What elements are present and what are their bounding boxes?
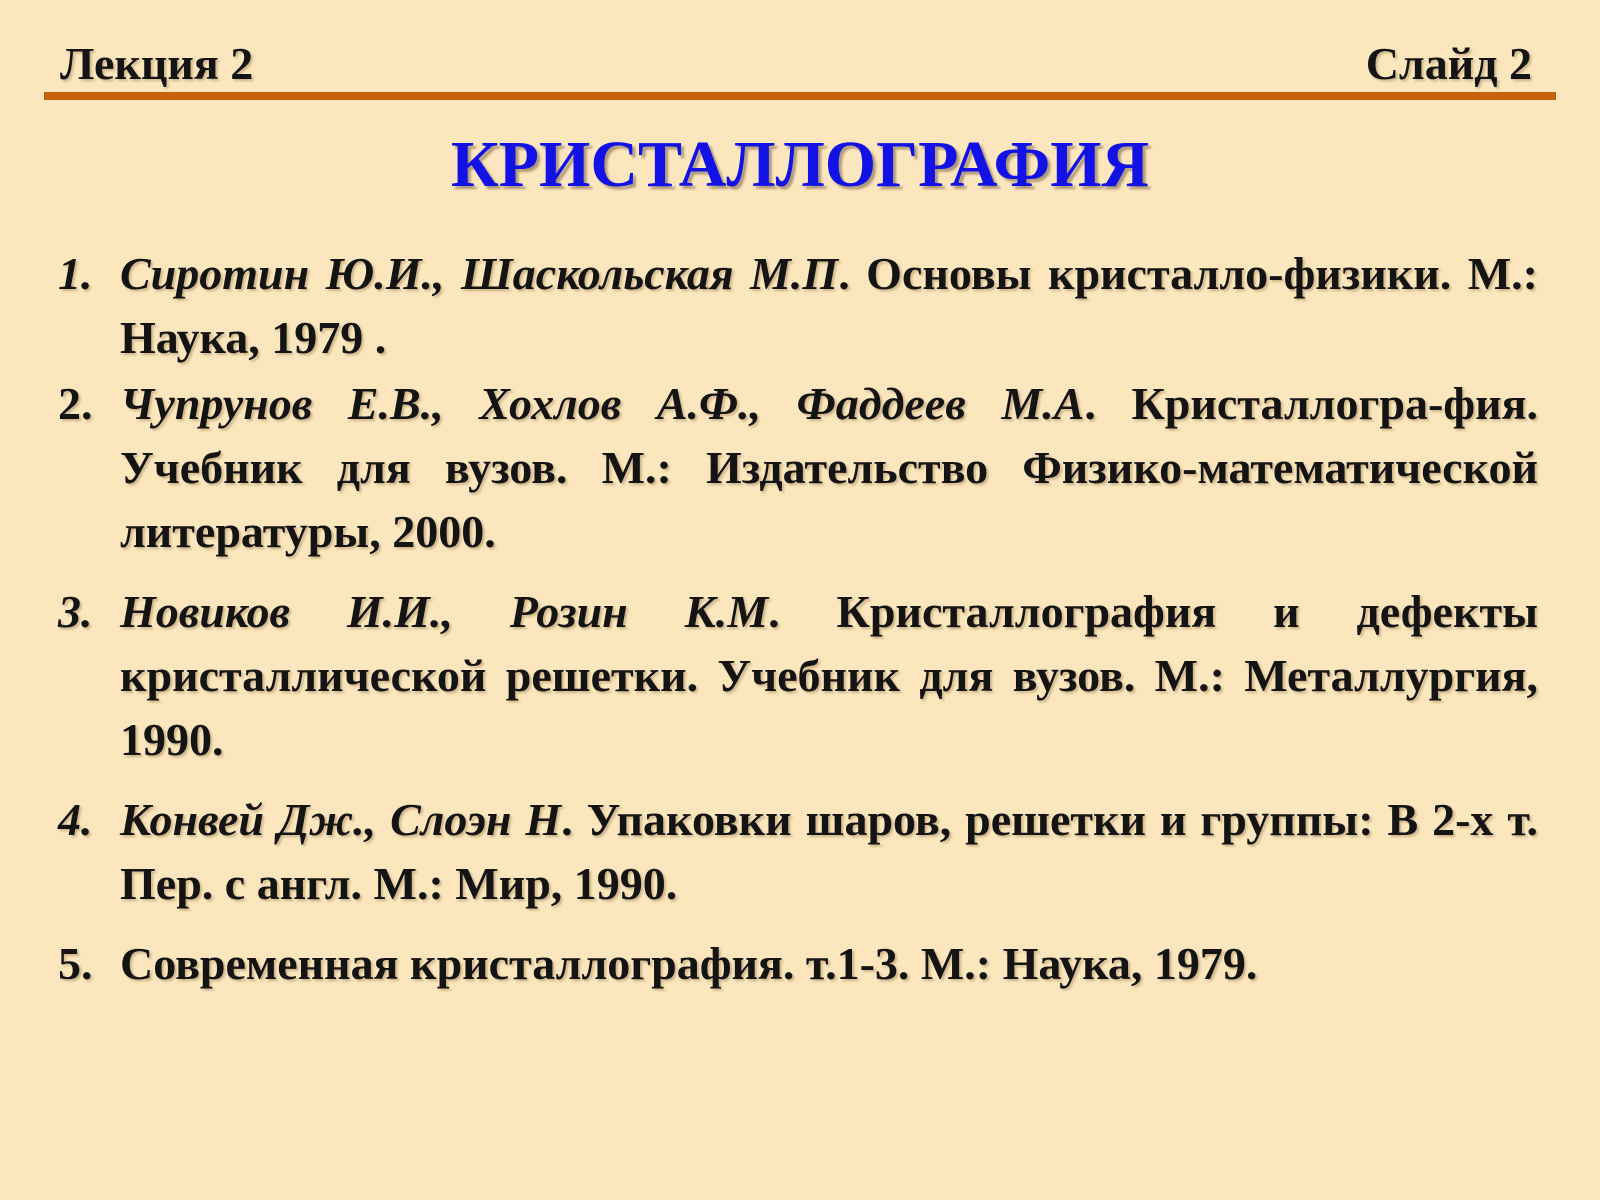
reference-item-4 — [58, 788, 1538, 916]
lecture-label: Лекция 2 — [60, 38, 254, 89]
reference-item-2 — [58, 372, 1538, 564]
reference-list — [58, 242, 1538, 996]
reference-item-5 — [58, 932, 1538, 996]
reference-number: 4. — [58, 794, 93, 845]
reference-number: 3. — [58, 586, 93, 637]
header-divider — [44, 92, 1556, 100]
slide-number-label: Слайд 2 — [1365, 38, 1532, 89]
reference-text: . Кристаллография и дефекты кристаллической решетки. Учебник для вузов. М.: Металлургия, 1990. — [120, 586, 1538, 765]
reference-item-1 — [58, 242, 1538, 370]
reference-text: . Упаковки шаров, решетки и группы: В 2-х т. Пер. с англ. М.: Мир, 1990. — [120, 794, 1538, 909]
reference-authors: Сиротин Ю.И., Шаскольская М.П — [120, 248, 839, 299]
reference-text: . Кристаллогра-фия. Учебник для вузов. М.: Издательство Физико-математической литературы, 2000. — [120, 378, 1538, 557]
reference-number: 1. — [58, 248, 93, 299]
slide-title: КРИСТАЛЛОГРАФИЯ — [450, 128, 1150, 201]
reference-item-3 — [58, 580, 1538, 772]
reference-number: 5. — [58, 938, 93, 989]
reference-authors: Конвей Дж., Слоэн Н — [120, 794, 562, 845]
reference-text: . Основы кристалло-физики. М.: Наука, 1979 . — [120, 248, 1538, 363]
reference-number: 2. — [58, 378, 93, 429]
reference-text: Современная кристаллография. т.1-3. М.: Наука, 1979. — [120, 938, 1258, 989]
reference-authors: Чупрунов Е.В., Хохлов А.Ф., Фаддеев М.А — [120, 378, 1085, 429]
reference-authors: Новиков И.И., Розин К.М — [120, 586, 769, 637]
